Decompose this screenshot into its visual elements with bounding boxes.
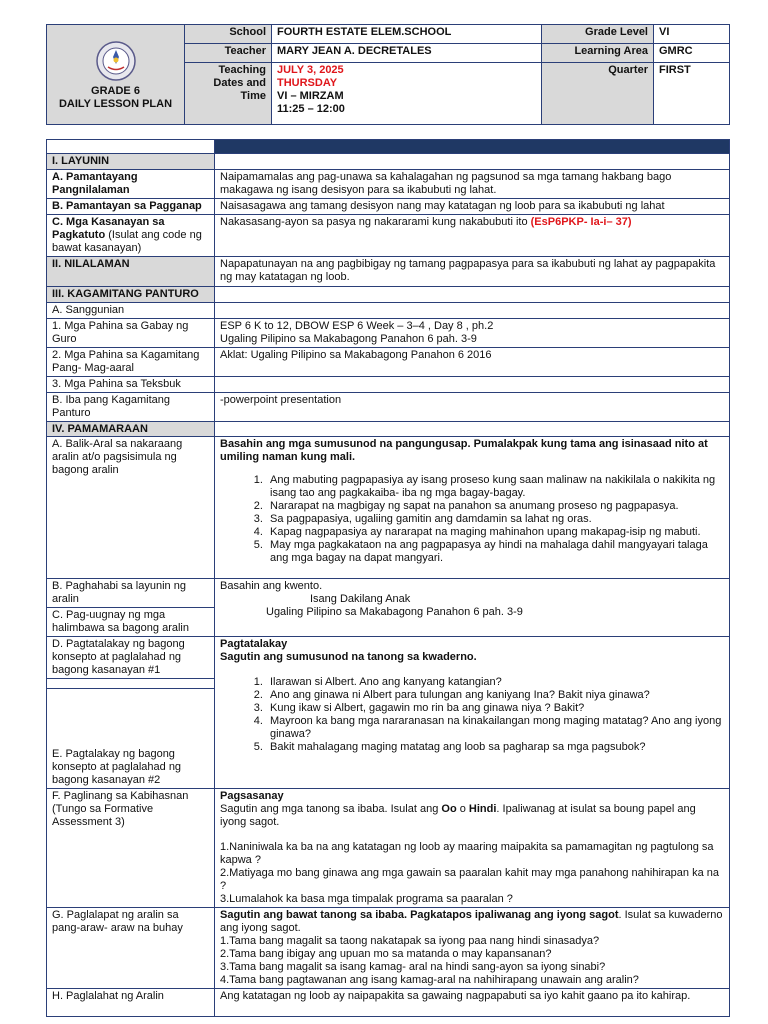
list-item: 2. Ano ang ginawa ni Albert para tulungan ang kaniyang Ina? Bakit niya ginawa? bbox=[266, 689, 724, 702]
row-label-sanggunian: A. Sanggunian bbox=[47, 302, 215, 318]
lesson-plan-table bbox=[46, 139, 730, 1017]
row-value-kwento bbox=[215, 579, 730, 637]
list-item: 1. Ilarawan si Albert. Ano ang kanyang katangian? bbox=[266, 676, 724, 689]
pagtatalakay-title: Pagtatalakay bbox=[220, 638, 288, 651]
blank-cell bbox=[47, 140, 215, 154]
blank-cell bbox=[215, 286, 730, 302]
row-label-a: A. Pamantayang Pangnilalaman bbox=[47, 169, 215, 198]
row-value-a: Naipamamalas ang pag-unawa sa kahalagahan ng pagsunod sa mga tamang hakbang bago makagawa ng isang desisyon para sa ikabubuti ng lahat. bbox=[215, 169, 730, 198]
g-instruction-rest: . Isulat sa kuwaderno ang iyong sagot. bbox=[220, 909, 723, 934]
row-label-d: D. Pagtatalakay ng bagong konsepto at paglalahad ng bagong kasanayan #1 bbox=[47, 637, 215, 679]
list-item: 2. Nararapat na magbigay ng sapat na panahon sa anumang proseso ng pagpapasya. bbox=[266, 500, 724, 513]
competency-code: (EsP6PKP- Ia-i– 37) bbox=[530, 215, 632, 228]
row-label-h: H. Paglalahat ng Aralin bbox=[47, 988, 215, 1016]
blank-cell bbox=[215, 421, 730, 437]
g-instruction bbox=[220, 909, 724, 935]
section-nilalaman: II. NILALAMAN bbox=[47, 256, 215, 286]
time-value: 11:25 – 12:00 bbox=[277, 102, 345, 115]
blank-cell bbox=[215, 302, 730, 318]
row-label-gabay: 1. Mga Pahina sa Gabay ng Guro bbox=[47, 318, 215, 347]
teacher-value: MARY JEAN A. DECRETALES bbox=[272, 44, 542, 63]
row-label-g: G. Paglalapat ng aralin sa pang-araw- araw na buhay bbox=[47, 908, 215, 989]
dates-label bbox=[185, 63, 272, 125]
gabay-line: ESP 6 K to 12, DBOW ESP 6 Week – 3–4 , Day 8 , ph.2 bbox=[220, 319, 494, 332]
pagsasanay-question: 1.Naniniwala ka ba na ang katatagan ng loob ay maaring maipakita sa pamamagitan ng pagtulong sa kapwa ? bbox=[220, 841, 714, 867]
navy-header-bar bbox=[215, 140, 730, 154]
row-value-c bbox=[215, 214, 730, 256]
row-label-c bbox=[47, 214, 215, 256]
row-value-g bbox=[215, 908, 730, 989]
list-item: 3. Sa pagpapasiya, ugaliing gamitin ang damdamin sa lahat ng oras. bbox=[266, 513, 724, 526]
row-value-c-text: Nakasasang-ayon sa pasya ng nakararami kung nakabubuti ito bbox=[220, 215, 531, 228]
gabay-line: Ugaling Pilipino sa Makabagong Panahon 6 pah. 3-9 bbox=[220, 332, 477, 345]
header-table bbox=[46, 24, 730, 125]
blank-cell bbox=[47, 679, 215, 689]
deped-seal-icon bbox=[96, 41, 136, 81]
section-kagamitan: III. KAGAMITANG PANTURO bbox=[47, 286, 215, 302]
list-item: 4. Kapag nagpapasiya ay nararapat na maging mahinahon upang makapag-isip ng mabuti. bbox=[266, 526, 724, 539]
grade-level-label: Grade Level bbox=[542, 25, 654, 44]
row-label-c-bold: C. Mga Kasanayan sa Pagkatuto bbox=[52, 215, 165, 241]
list-item: 4. Mayroon ka bang mga nararanasan na kinakailangan mong maging matatag? Ano ang iyong ginawa? bbox=[266, 715, 724, 741]
pagsasanay-question: 2.Matiyaga mo bang ginawa ang mga gawain sa paaralan kahit may mga panahong nahihirapan ka na ? bbox=[220, 867, 720, 893]
pagsasanay-title: Pagsasanay bbox=[220, 790, 284, 803]
row-value-gabay bbox=[215, 318, 730, 347]
row-value-iba: -powerpoint presentation bbox=[215, 392, 730, 421]
pagsasanay-text: Sagutin ang mga tanong sa ibaba. Isulat ang bbox=[220, 803, 442, 816]
g-instruction-bold: Sagutin ang bawat tanong sa ibaba. Pagkatapos ipaliwanag ang iyong sagot bbox=[220, 909, 619, 921]
school-value: FOURTH ESTATE ELEM.SCHOOL bbox=[272, 25, 542, 44]
dates-label-line: Time bbox=[240, 89, 266, 102]
row-value-balik bbox=[215, 437, 730, 579]
kwento-line: Basahin ang kwento. bbox=[220, 580, 323, 593]
kwento-title: Isang Dakilang Anak bbox=[310, 593, 411, 606]
pagsasanay-instruction bbox=[220, 803, 724, 829]
learning-area-label: Learning Area bbox=[542, 44, 654, 63]
g-question: 2.Tama bang ibigay ang upuan mo sa matanda o may kapansanan? bbox=[220, 947, 552, 960]
row-label-paghahabi: B. Paghahabi sa layunin ng aralin bbox=[47, 579, 215, 608]
row-value-kagamitan: Aklat: Ugaling Pilipino sa Makabagong Panahon 6 2016 bbox=[215, 347, 730, 376]
blank-cell bbox=[215, 154, 730, 170]
teacher-label: Teacher bbox=[185, 44, 272, 63]
grade-title: GRADE 6 bbox=[91, 85, 140, 98]
pagsasanay-oo: Oo bbox=[441, 803, 457, 816]
section-value: VI – MIRZAM bbox=[277, 89, 344, 102]
pagsasanay-text: . Ipaliwanag at isulat sa boung papel ang iyong sagot. bbox=[220, 803, 696, 829]
pagsasanay-question: 3.Lumalahok ka basa mga timpalak programa sa paaralan ? bbox=[220, 893, 513, 906]
pagtatalakay-instruction: Sagutin ang sumusunod na tanong sa kwaderno. bbox=[220, 651, 477, 664]
list-item: 5. May mga pagkakataon na ang pagpapasya ay hindi na mahalaga dahil mangyayari talaga ang mga bagay na dapat mangyari. bbox=[266, 539, 724, 565]
balik-list bbox=[220, 474, 724, 565]
date-value: JULY 3, 2025 bbox=[277, 64, 344, 76]
balik-instruction: Basahin ang mga sumusunod na pangungusap. Pumalakpak kung tama ang isinasaad nito at umiling naman kung mali. bbox=[220, 438, 708, 464]
row-value-pagsasanay bbox=[215, 789, 730, 908]
row-label-f: F. Paglinang sa Kabihasnan (Tungo sa Formative Assessment 3) bbox=[47, 789, 215, 908]
day-value: THURSDAY bbox=[277, 76, 338, 89]
pagsasanay-text: o bbox=[456, 803, 469, 816]
row-label-paguugnay: C. Pag-uugnay ng mga halimbawa sa bagong aralin bbox=[47, 608, 215, 637]
pagsasanay-hindi: Hindi bbox=[468, 803, 497, 816]
quarter-label: Quarter bbox=[542, 63, 654, 125]
row-value-nilalaman: Napapatunayan na ang pagbibigay ng tamang pagpapasya para sa ikabubuti ng lahat ay pagpapakita ng may katatagan ng loob. bbox=[215, 256, 730, 286]
g-question: 4.Tama bang pagtawanan ang isang kamag-aral na nahihirapang unawain ang aralin? bbox=[220, 973, 639, 986]
section-pamamaraan: IV. PAMAMARAAN bbox=[47, 421, 215, 437]
section-layunin: I. LAYUNIN bbox=[47, 154, 215, 170]
row-label-kagamitan: 2. Mga Pahina sa Kagamitang Pang- Mag-aaral bbox=[47, 347, 215, 376]
row-label-b: B. Pamantayan sa Pagganap bbox=[47, 198, 215, 214]
row-value-h: Ang katatagan ng loob ay naipapakita sa gawaing nagpapabuti sa iyo kahit gaano pa ito kahirap. bbox=[215, 988, 730, 1016]
row-label-c-rest: (Isulat ang code ng bawat kasanayan) bbox=[52, 228, 202, 254]
plan-title: DAILY LESSON PLAN bbox=[58, 98, 173, 110]
logo-cell bbox=[47, 25, 185, 125]
g-question: 1.Tama bang magalit sa taong nakatapak sa iyong paa nang hindi sinasadya? bbox=[220, 934, 600, 947]
dates-value bbox=[272, 63, 542, 125]
row-label-balik: A. Balik-Aral sa nakaraang aralin at/o pagsisimula ng bagong aralin bbox=[47, 437, 215, 579]
dates-label-line: Teaching bbox=[218, 64, 266, 76]
school-label: School bbox=[185, 25, 272, 44]
row-label-iba: B. Iba pang Kagamitang Panturo bbox=[47, 392, 215, 421]
quarter-value: FIRST bbox=[654, 63, 730, 125]
list-item: 5. Bakit mahalagang maging matatag ang loob sa pagharap sa mga pagsubok? bbox=[266, 741, 724, 754]
dates-label-line: Dates and bbox=[213, 76, 266, 89]
grade-level-value: VI bbox=[654, 25, 730, 44]
row-value-b: Naisasagawa ang tamang desisyon nang may katatagan ng loob para sa ikabubuti ng lahat bbox=[215, 198, 730, 214]
row-value-pagtatalakay bbox=[215, 637, 730, 789]
list-item: 3. Kung ikaw si Albert, gagawin mo rin ba ang ginawa niya ? Bakit? bbox=[266, 702, 724, 715]
learning-area-value: GMRC bbox=[654, 44, 730, 63]
row-label-teksbuk: 3. Mga Pahina sa Teksbuk bbox=[47, 376, 215, 392]
list-item: 1. Ang mabuting pagpapasiya ay isang proseso kung saan malinaw na nakikilala o nakikita ng isang tao ang pagkakaiba- iba ng mga bagay-bagay. bbox=[266, 474, 724, 500]
pagtatalakay-list bbox=[220, 676, 724, 754]
g-question: 3.Tama bang magalit sa isang kamag- aral na hindi sang-ayon sa iyong sinabi? bbox=[220, 960, 606, 973]
row-label-e: E. Pagtalakay ng bagong konsepto at paglalahad ng bagong kasanayan #2 bbox=[47, 689, 215, 789]
blank-cell bbox=[215, 376, 730, 392]
kwento-source: Ugaling Pilipino sa Makabagong Panahon 6 pah. 3-9 bbox=[266, 606, 523, 619]
